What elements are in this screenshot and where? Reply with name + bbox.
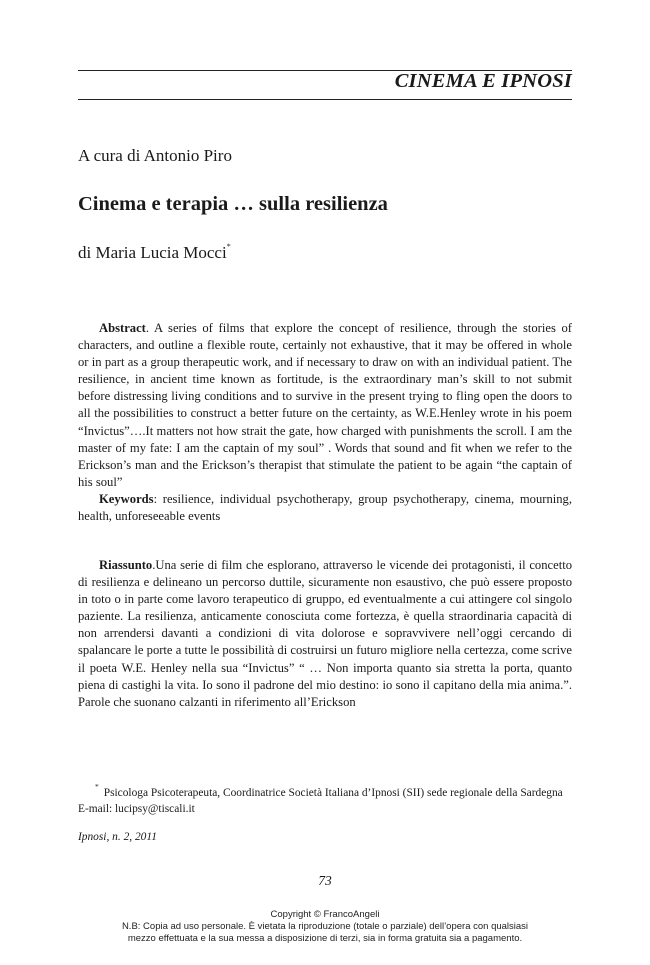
author-name: di Maria Lucia Mocci xyxy=(78,243,227,262)
author-footnote-mark[interactable]: * xyxy=(226,242,231,251)
footnote-mark: * xyxy=(95,782,99,791)
curator-line: A cura di Antonio Piro xyxy=(78,146,232,165)
riassunto-section xyxy=(78,557,572,711)
keywords-text: : resilience, individual psychotherapy, group psychotherapy, cinema, mourning, health, unforeseeable events xyxy=(78,491,572,524)
keywords-label: Keywords xyxy=(99,491,154,506)
riassunto-text: .Una serie di film che esplorano, attraverso le vicende dei protagonisti, il concetto di resilienza e delineano un percorso duttile, sicuramente non esaustivo, che può essere proposto in toto o in parte come lavoro terapeutico di gruppo, ed eventualmente a cui attingere col singolo paziente. La resilienza, anticamente conosciuta come fortezza, è quella straordinaria capacità di non arrendersi davanti a condizioni di vita dolorose e sopravvivere nell’oggi cercando di spalancare le porte a tutte le possibilità di costruirsi un futuro migliore nella certezza, come scrive il poeta W.E. Henley nella sua “Invictus” “ … Non importa quanto sia stretta la porta, quanto piena di castighi la vita. Io sono il padrone del mio destino: io sono il capitano della mia anima.”. Parole che suonano calzanti in riferimento all’Erickson xyxy=(78,558,572,709)
page-number: 73 xyxy=(318,873,332,888)
header-bottom-rule xyxy=(78,99,572,100)
riassunto-paragraph xyxy=(78,557,572,711)
abstract-text: . A series of films that explore the concept of resilience, through the stories of characters, and outline a flexible route, certainly not exhaustive, that it may be offered in whole or in part as a group therapeutic work, and if necessary to draw on with an individual patient. The resilience, in ancient time known as fortitude, is the extraordinary man’s skill to not submit before distressing living conditions and to survive in the present trying to fling open the doors to all the possibilities to construct a better future on the certainty, as W.E.Henley wrote in his poem “Invictus”….It matters not how strait the gate, how charged with punishments the scroll. I am the master of my fate: I am the captain of my soul” . Words that sound and fit when we refer to the Erickson’s man and the Erickson’s therapist that stimulate the patient to be again “the captain of his soul” xyxy=(78,321,572,489)
copyright-line: Copyright © FrancoAngeli xyxy=(270,909,380,920)
article-title: Cinema e terapia … sulla resilienza xyxy=(78,193,388,215)
abstract-section xyxy=(78,320,572,525)
abstract-paragraph xyxy=(78,320,572,491)
abstract-label: Abstract xyxy=(99,321,146,335)
copyright-notice xyxy=(0,909,650,946)
author-footnote xyxy=(78,779,572,817)
riassunto-label: Riassunto xyxy=(99,558,153,572)
copyright-disclaimer-line: N.B: Copia ad uso personale. È vietata la riproduzione (totale o parziale) dell’opera con qualsiasi xyxy=(121,921,529,933)
journal-citation: Ipnosi, n. 2, 2011 xyxy=(78,831,157,843)
section-title: CINEMA E IPNOSI xyxy=(394,70,572,92)
keywords-paragraph xyxy=(78,491,572,525)
author-line xyxy=(78,242,231,263)
footnote-text: Psicologa Psicoterapeuta, Coordinatrice Società Italiana d’Ipnosi (SII) sede regionale della Sardegna E-mail: lucipsy@tiscali.it xyxy=(78,787,563,815)
copyright-disclaimer-line: mezzo effettuata e la sua messa a disposizione di terzi, sia in forma gratuita sia a pagamento. xyxy=(127,933,523,945)
